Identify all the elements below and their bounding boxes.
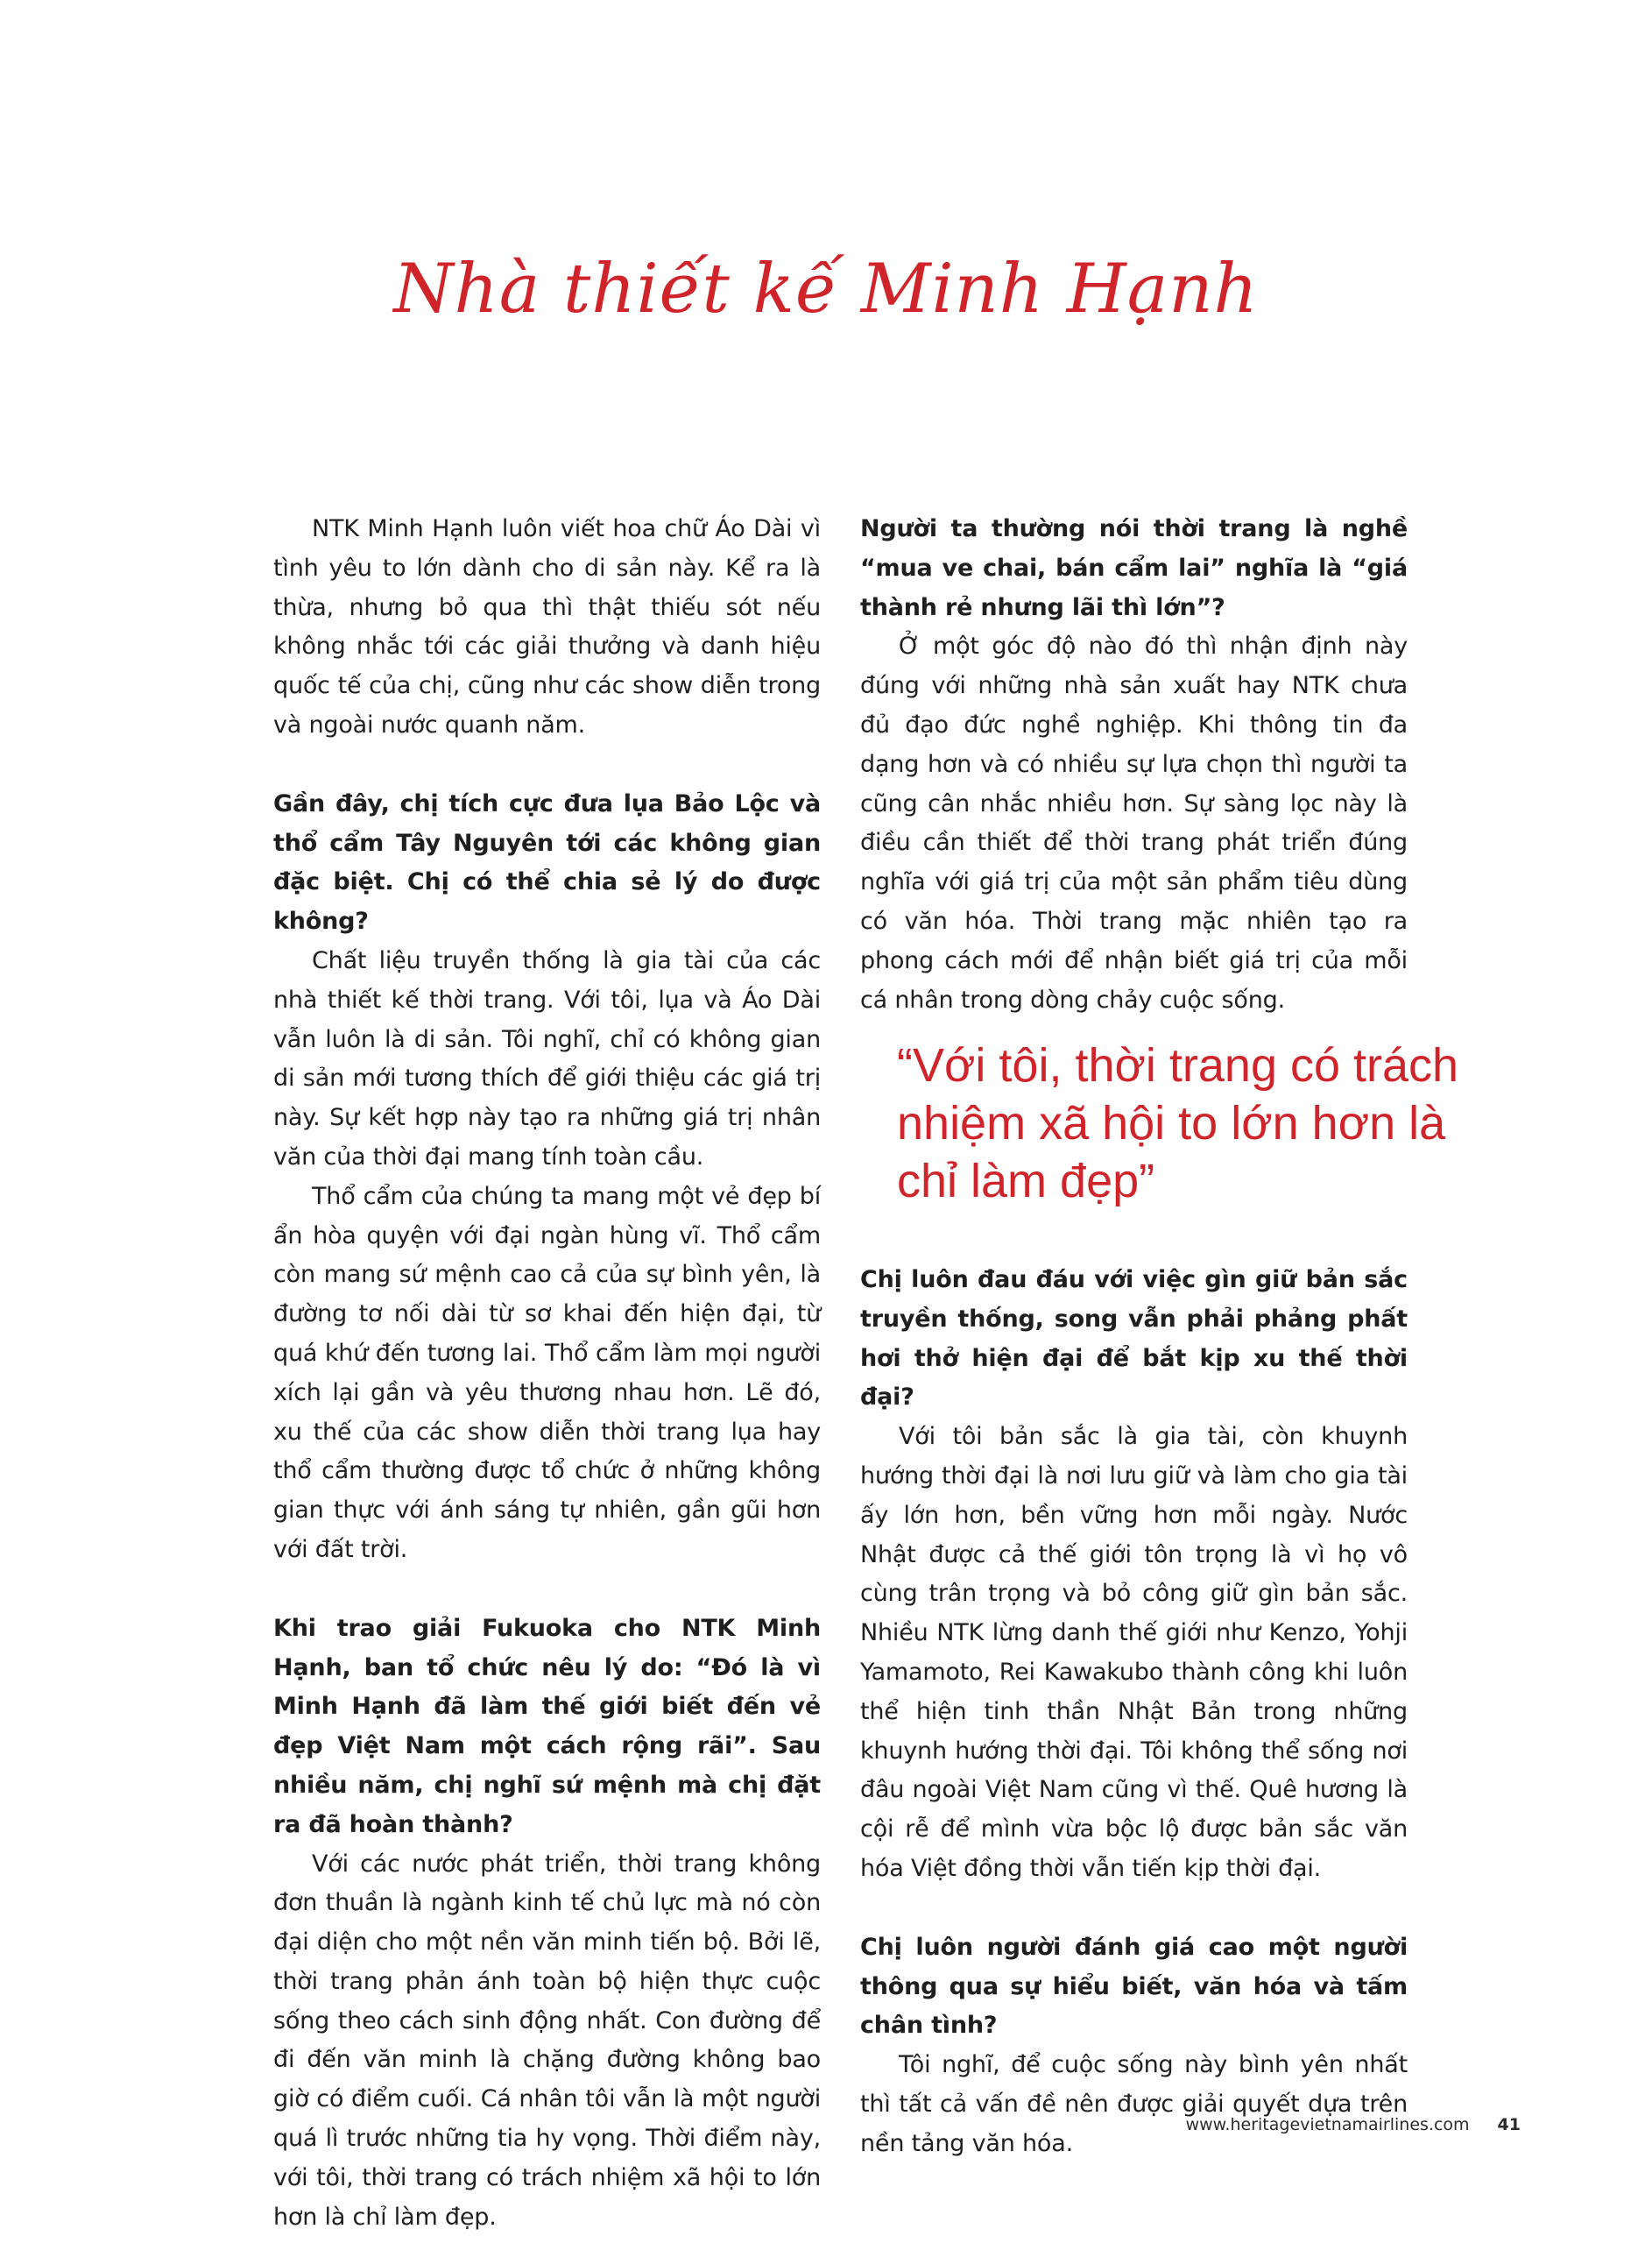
left-column <box>273 510 821 2237</box>
question-3: Người ta thường nói thời trang là nghề “mua ve chai, bán cẩm lai” nghĩa là “giá thành rẻ nhưng lãi thì lớn”? <box>860 515 1408 621</box>
spacer <box>273 746 821 785</box>
answer-1-paragraph-2: Thổ cẩm của chúng ta mang một vẻ đẹp bí ẩn hòa quyện với đại ngàn hùng vĩ. Thổ cẩm còn mang sứ mệnh cao cả của sự bình yên, là đường tơ nối dài từ sơ khai đến hiện đại, từ quá khứ đến tương lai. Thổ cẩm làm mọi người xích lại gần và yêu thương nhau hơn. Lẽ đó, xu thế của các show diễn thời trang lụa hay thổ cẩm thường được tổ chức ở những không gian thực với ánh sáng tự nhiên, gần gũi hơn với đất trời. <box>273 1182 821 1563</box>
pull-quote: “Với tôi, thời trang có trách nhiệm xã hội to lớn hơn là chỉ làm đẹp” <box>897 1039 1459 1207</box>
right-column <box>860 510 1408 1020</box>
answer-2-paragraph-1: Với các nước phát triển, thời trang không đơn thuần là ngành kinh tế chủ lực mà nó còn đại diện cho một nền văn minh tiến bộ. Bởi lẽ, thời trang phản ánh toàn bộ hiện thực cuộc sống theo cách sinh động nhất. Con đường để đi đến văn minh là chặng đường không bao giờ có điểm cuối. Cá nhân tôi vẫn là một người quá lì trước những tia hy vọng. Thời điểm này, với tôi, thời trang có trách nhiệm xã hội to lớn hơn là chỉ làm đẹp. <box>273 1850 821 2231</box>
answer-4-paragraph-1: Với tôi bản sắc là gia tài, còn khuynh hướng thời đại là nơi lưu giữ và làm cho gia tài ấy lớn hơn, bền vững hơn mỗi ngày. Nước Nhật được cả thế giới tôn trọng là vì họ vô cùng trân trọng và bỏ công giữ gìn bản sắc. Nhiều NTK lừng danh thế giới như Kenzo, Yohji Yamamoto, Rei Kawakubo thành công khi luôn thể hiện tinh thần Nhật Bản trong những khuynh hướng thời đại. Tôi không thể sống nơi đâu ngoài Việt Nam cũng vì thế. Quê hương là cội rễ để mình vừa bộc lộ được bản sắc văn hóa Việt đồng thời vẫn tiến kịp thời đại. <box>860 1423 1408 1882</box>
answer-3-paragraph-1: Ở một góc độ nào đó thì nhận định này đúng với những nhà sản xuất hay NTK chưa đủ đạo đức nghề nghiệp. Khi thông tin đa dạng hơn và có nhiều sự lựa chọn thì người ta cũng cân nhắc nhiều hơn. Sự sàng lọc này là điều cần thiết để thời trang phát triển đúng nghĩa với giá trị của một sản phẩm tiêu dùng có văn hóa. Thời trang mặc nhiên tạo ra phong cách mới để nhận biết giá trị của mỗi cá nhân trong dòng chảy cuộc sống. <box>860 633 1408 1014</box>
intro-paragraph: NTK Minh Hạnh luôn viết hoa chữ Áo Dài vì tình yêu to lớn dành cho di sản này. Kể ra là thừa, nhưng bỏ qua thì thật thiếu sót nếu không nhắc tới các giải thưởng và danh hiệu quốc tế của chị, cũng như các show diễn trong và ngoài nước quanh năm. <box>273 515 821 739</box>
question-1: Gần đây, chị tích cực đưa lụa Bảo Lộc và thổ cẩm Tây Nguyên tới các không gian đặc biệt. Chị có thể chia sẻ lý do được không? <box>273 789 821 936</box>
website-link[interactable]: www.heritagevietnamairlines.com <box>1185 2115 1470 2134</box>
answer-5-paragraph-1: Tôi nghĩ, để cuộc sống này bình yên nhất thì tất cả vấn đề nên được giải quyết dựa trên nền tảng văn hóa. <box>860 2051 1408 2157</box>
article-title: Nhà thiết kế Minh Hạnh <box>393 250 1259 329</box>
page-footer <box>1186 2115 1521 2134</box>
right-column-lower <box>860 1261 1408 2164</box>
page-number: 41 <box>1497 2115 1521 2134</box>
question-5: Chị luôn người đánh giá cao một người thông qua sự hiểu biết, văn hóa và tấm chân tình? <box>860 1933 1408 2040</box>
question-4: Chị luôn đau đáu với việc gìn giữ bản sắc truyền thống, song vẫn phải phảng phất hơi thở hiện đại để bắt kịp xu thế thời đại? <box>860 1266 1408 1412</box>
question-2: Khi trao giải Fukuoka cho NTK Minh Hạnh, ban tổ chức nêu lý do: “Đó là vì Minh Hạnh đã làm thế giới biết đến vẻ đẹp Việt Nam một cách rộng rãi”. Sau nhiều năm, chị nghĩ sứ mệnh mà chị đặt ra đã hoàn thành? <box>273 1614 821 1838</box>
spacer <box>273 1570 821 1610</box>
answer-1-paragraph-1: Chất liệu truyền thống là gia tài của các nhà thiết kế thời trang. Với tôi, lụa và Áo Dài vẫn luôn là di sản. Tôi nghĩ, chỉ có không gian di sản mới tương thích để giới thiệu các giá trị này. Sự kết hợp này tạo ra những giá trị nhân văn của thời đại mang tính toàn cầu. <box>273 946 821 1171</box>
spacer <box>860 1889 1408 1928</box>
